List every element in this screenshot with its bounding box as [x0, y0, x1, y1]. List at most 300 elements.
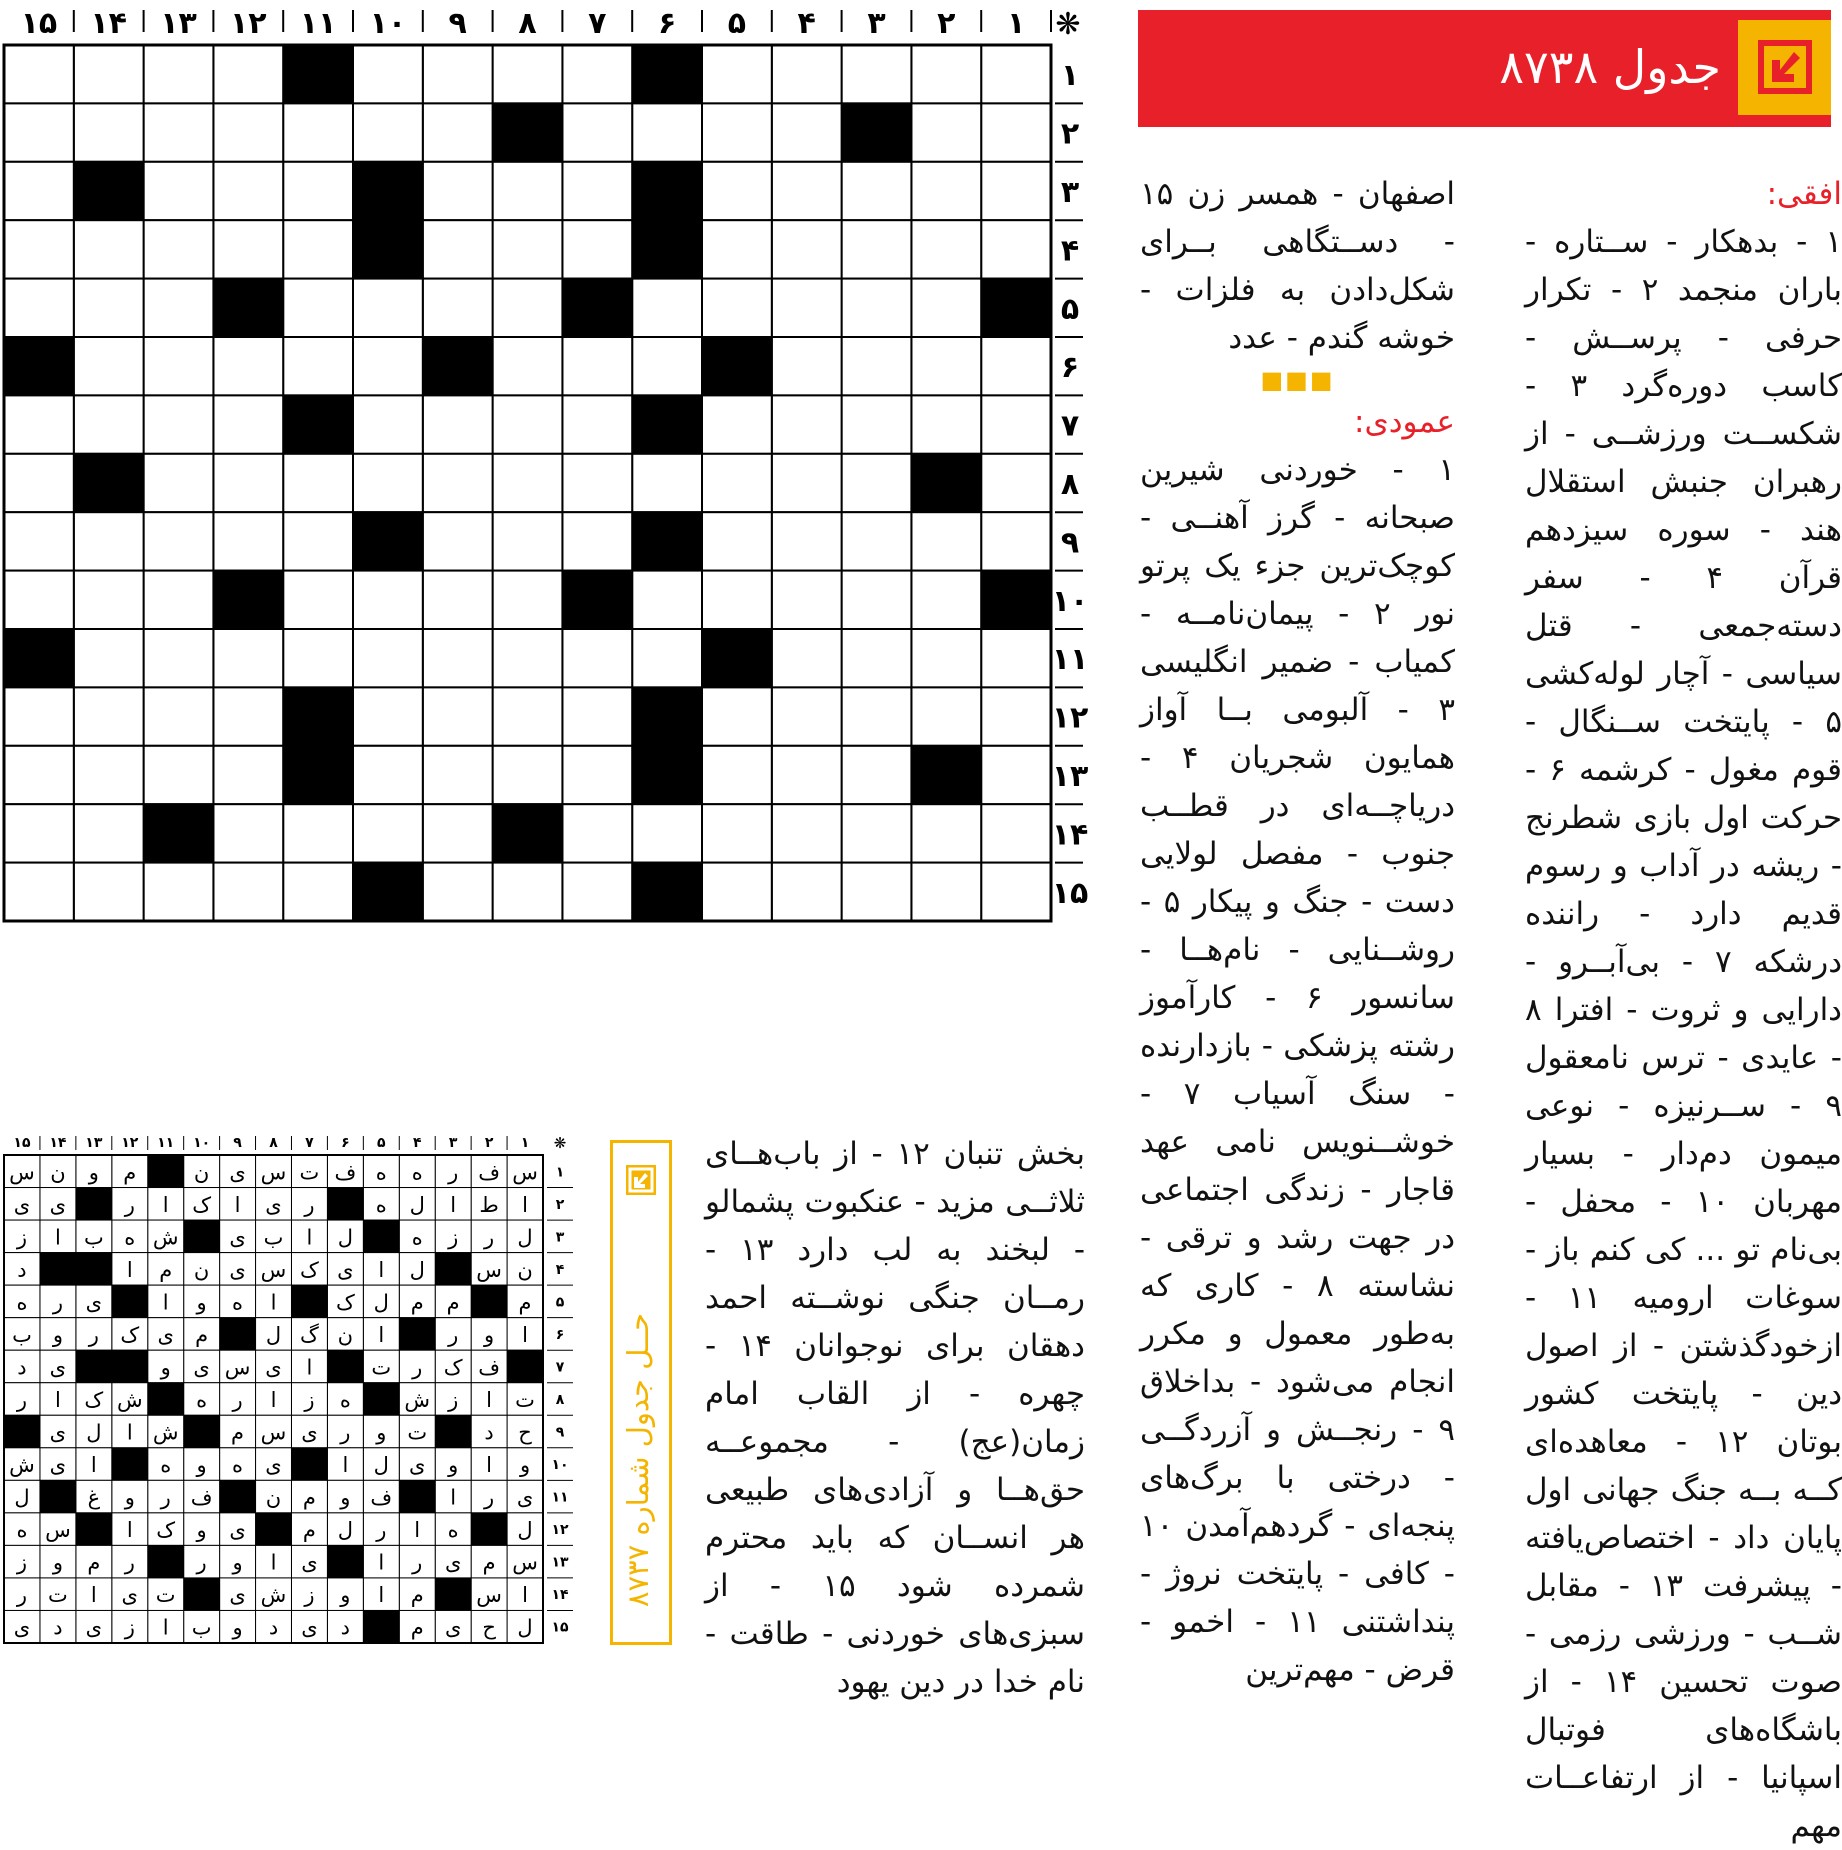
- grid-cell[interactable]: [493, 571, 563, 629]
- column-number: ۱۲: [229, 6, 267, 41]
- grid-cell[interactable]: [353, 337, 423, 395]
- solution-letter: ی: [229, 1583, 246, 1608]
- solution-letter: ی: [265, 1192, 282, 1217]
- grid-cell[interactable]: [842, 220, 912, 278]
- grid-cell[interactable]: [632, 279, 702, 337]
- solution-black-cell: [291, 1285, 327, 1318]
- grid-cell[interactable]: [144, 45, 214, 103]
- grid-cell[interactable]: [74, 395, 144, 453]
- grid-cell[interactable]: [74, 804, 144, 862]
- grid-cell[interactable]: [4, 220, 74, 278]
- grid-cell[interactable]: [4, 45, 74, 103]
- grid-cell[interactable]: [423, 454, 493, 512]
- grid-cell[interactable]: [213, 220, 283, 278]
- black-cell: [74, 454, 144, 512]
- grid-cell[interactable]: [842, 863, 912, 921]
- solution-letter: ز: [448, 1225, 459, 1250]
- grid-cell[interactable]: [213, 337, 283, 395]
- solution-row-number: ۱: [555, 1164, 565, 1181]
- grid-cell[interactable]: [842, 512, 912, 570]
- grid-cell[interactable]: [772, 629, 842, 687]
- grid-cell[interactable]: [144, 279, 214, 337]
- solution-letter: ن: [517, 1257, 533, 1282]
- grid-cell[interactable]: [981, 395, 1051, 453]
- grid-cell[interactable]: [981, 45, 1051, 103]
- grid-cell[interactable]: [74, 863, 144, 921]
- grid-cell[interactable]: [842, 337, 912, 395]
- grid-cell[interactable]: [4, 571, 74, 629]
- grid-cell[interactable]: [423, 103, 493, 161]
- grid-cell[interactable]: [493, 687, 563, 745]
- grid-cell[interactable]: [74, 512, 144, 570]
- grid-cell[interactable]: [74, 746, 144, 804]
- grid-cell[interactable]: [423, 687, 493, 745]
- grid-cell[interactable]: [562, 804, 632, 862]
- grid-cell[interactable]: [842, 45, 912, 103]
- grid-cell[interactable]: [4, 103, 74, 161]
- grid-cell[interactable]: [632, 804, 702, 862]
- solution-letter: ف: [478, 1355, 500, 1380]
- grid-cell[interactable]: [981, 629, 1051, 687]
- grid-cell[interactable]: [981, 512, 1051, 570]
- grid-cell[interactable]: [702, 220, 772, 278]
- solution-letter: ت: [407, 1420, 428, 1445]
- grid-cell[interactable]: [353, 395, 423, 453]
- grid-cell[interactable]: [772, 45, 842, 103]
- grid-cell[interactable]: [562, 162, 632, 220]
- row-number: ۱۳: [1051, 759, 1089, 794]
- grid-cell[interactable]: [144, 687, 214, 745]
- solution-letter: س: [512, 1550, 538, 1575]
- grid-cell[interactable]: [493, 337, 563, 395]
- grid-cell[interactable]: [911, 45, 981, 103]
- solution-letter: ا: [126, 1518, 133, 1543]
- grid-cell[interactable]: [353, 454, 423, 512]
- solution-letter: ی: [301, 1615, 318, 1640]
- grid-cell[interactable]: [842, 804, 912, 862]
- solution-column-number: ۱۲: [121, 1135, 139, 1151]
- solution-letter: ر: [412, 1550, 423, 1575]
- grid-cell[interactable]: [981, 746, 1051, 804]
- solution-letter: ه: [339, 1388, 351, 1412]
- grid-cell[interactable]: [144, 103, 214, 161]
- solution-letter: ت: [155, 1583, 176, 1608]
- grid-cell[interactable]: [911, 687, 981, 745]
- grid-cell[interactable]: [562, 454, 632, 512]
- grid-cell[interactable]: [911, 863, 981, 921]
- solution-row-number: ۷: [555, 1359, 565, 1376]
- solution-column-number: ۱۴: [49, 1135, 67, 1151]
- grid-cell[interactable]: [911, 337, 981, 395]
- grid-cell[interactable]: [702, 454, 772, 512]
- solution-corner-symbol: ❋: [553, 1134, 567, 1152]
- solution-letter: م: [87, 1550, 101, 1575]
- solution-logo-icon: [626, 1165, 656, 1195]
- grid-cell[interactable]: [74, 279, 144, 337]
- grid-cell[interactable]: [353, 746, 423, 804]
- grid-cell[interactable]: [981, 103, 1051, 161]
- grid-cell[interactable]: [493, 629, 563, 687]
- solution-black-cell: [184, 1220, 220, 1253]
- grid-cell[interactable]: [702, 45, 772, 103]
- solution-letter: م: [482, 1550, 496, 1575]
- grid-cell[interactable]: [144, 629, 214, 687]
- grid-cell[interactable]: [213, 45, 283, 103]
- solution-letter: ی: [444, 1550, 462, 1575]
- across-clues: ۱ - بدهکار - ســتاره - باران منجمد ۲ - تکرار حرفی - پرســش - کاسب دوره‌گرد ۳ - شکســت ورزشــی - از رهبران جنبش استقلال هند - سوره سیزدهم قرآن ۴ - سفر دسته‌جمعی - قتل سیاسی - آچار لوله‌کشی ۵ - پایتخت ســنگال - قوم مغول - کرشمه ۶ - حرکت اول بازی شطرنج - ریشه در آداب و رسوم قدیم دارد - راننده درشکه ۷ - بی‌آبــرو - دارایی و ثروت - افترا ۸ - عایدی - ترس نامعقول ۹ - ســرنیزه - نوعی میمون دم‌دار - بسیار مهربان ۱۰ - محفل - بی‌نام تو ... کی کنم باز - سوغات ارومیه ۱۱ - ازخودگذشتن - از اصول دین - پایتخت کشور بوتان ۱۲ - معاهده‌ای کــه بــه جنگ جهانی اول پایان داد - اختصاص‌یافته - پیشرفت ۱۳ - مقابل شــب - ورزشی رزمی - صوت تحسین ۱۴ - از باشگاه‌های فوتبال اسپانیا - از ارتفاعــات مهم: [1525, 224, 1842, 1844]
- grid-cell[interactable]: [283, 863, 353, 921]
- black-cell: [353, 863, 423, 921]
- grid-cell[interactable]: [702, 103, 772, 161]
- grid-cell[interactable]: [772, 746, 842, 804]
- grid-cell[interactable]: [4, 746, 74, 804]
- grid-cell[interactable]: [423, 571, 493, 629]
- black-cell: [423, 337, 493, 395]
- grid-cell[interactable]: [772, 395, 842, 453]
- grid-cell[interactable]: [562, 45, 632, 103]
- grid-cell[interactable]: [493, 45, 563, 103]
- solution-letter: ا: [522, 1583, 528, 1608]
- grid-cell[interactable]: [562, 687, 632, 745]
- grid-cell[interactable]: [981, 687, 1051, 745]
- down-clues: ۱ - خوردنی شیرین صبحانه - گرز آهنــی - کوچک‌ترین جزء یک پرتو نور ۲ - پیمان‌نامــه - کمیاب - ضمیر انگلیسی ۳ - آلبومی بــا آواز همایون شجریان ۴ - دریاچــه‌ای در قطــب جنوب - مفصل لولایی دست - جنگ و پیکار ۵ - روشــنایی - نام‌هــا - سانسور ۶ - کارآموز رشته پزشکی - بازدارنده - سنگ آسیاب ۷ - خوشــنویس نامی عهد قاجار - زندگی اجتماعی در جهت رشد و ترقی - نشاسته ۸ - کاری که به‌طور معمول و مکرر انجام می‌شود - بداخلاق ۹ - رنجــش و آزردگــی - درختی با برگ‌های پنجه‌ای - گردهم‌آمدن ۱۰ - کافی - پایتخت نروژ - پنداشتنی ۱۱ - اخمو - قرض - مهم‌ترین: [1140, 452, 1455, 1688]
- grid-cell[interactable]: [4, 454, 74, 512]
- grid-cell[interactable]: [144, 220, 214, 278]
- grid-cell[interactable]: [423, 629, 493, 687]
- solution-black-cell: [76, 1350, 112, 1383]
- grid-cell[interactable]: [772, 571, 842, 629]
- solution-letter: ت: [515, 1388, 535, 1412]
- grid-cell[interactable]: [4, 804, 74, 862]
- grid-cell[interactable]: [74, 687, 144, 745]
- solution-letter: ی: [265, 1453, 282, 1478]
- grid-cell[interactable]: [144, 162, 214, 220]
- grid-cell[interactable]: [353, 279, 423, 337]
- grid-cell[interactable]: [213, 687, 283, 745]
- grid-cell[interactable]: [213, 512, 283, 570]
- grid-cell[interactable]: [423, 220, 493, 278]
- grid-cell[interactable]: [144, 746, 214, 804]
- grid-cell[interactable]: [353, 103, 423, 161]
- solution-letter: ا: [270, 1388, 277, 1412]
- solution-letter: ی: [49, 1453, 67, 1478]
- grid-cell[interactable]: [702, 571, 772, 629]
- grid-cell[interactable]: [423, 512, 493, 570]
- column-number: ۴: [797, 6, 816, 41]
- solution-letter: ه: [196, 1388, 208, 1412]
- grid-cell[interactable]: [283, 512, 353, 570]
- grid-cell[interactable]: [144, 571, 214, 629]
- solution-column-number: ۱: [520, 1135, 530, 1151]
- grid-cell[interactable]: [283, 337, 353, 395]
- grid-cell[interactable]: [981, 804, 1051, 862]
- solution-letter: ب: [12, 1322, 32, 1347]
- column-number: ۹: [448, 6, 467, 41]
- grid-cell[interactable]: [842, 279, 912, 337]
- grid-cell[interactable]: [493, 746, 563, 804]
- grid-cell[interactable]: [144, 454, 214, 512]
- solution-letter: و: [484, 1322, 495, 1347]
- solution-black-cell: [76, 1253, 112, 1286]
- grid-cell[interactable]: [842, 629, 912, 687]
- grid-cell[interactable]: [213, 629, 283, 687]
- grid-cell[interactable]: [562, 746, 632, 804]
- grid-cell[interactable]: [213, 162, 283, 220]
- grid-cell[interactable]: [702, 395, 772, 453]
- solution-row-number: ۳: [555, 1229, 565, 1246]
- grid-cell[interactable]: [911, 804, 981, 862]
- grid-cell[interactable]: [772, 103, 842, 161]
- solution-letter: ا: [486, 1388, 493, 1412]
- grid-cell[interactable]: [283, 629, 353, 687]
- grid-cell[interactable]: [911, 512, 981, 570]
- grid-cell[interactable]: [632, 454, 702, 512]
- solution-column-number: ۶: [341, 1135, 350, 1151]
- grid-cell[interactable]: [74, 45, 144, 103]
- grid-cell[interactable]: [632, 571, 702, 629]
- solution-letter: ی: [301, 1420, 318, 1445]
- row-number: ۶: [1060, 350, 1080, 386]
- grid-cell[interactable]: [911, 103, 981, 161]
- grid-cell[interactable]: [632, 103, 702, 161]
- solution-row-number: ۱۳: [551, 1554, 569, 1571]
- grid-cell[interactable]: [213, 804, 283, 862]
- grid-cell[interactable]: [74, 337, 144, 395]
- grid-cell[interactable]: [144, 512, 214, 570]
- solution-letter: ف: [334, 1160, 357, 1185]
- black-cell: [702, 337, 772, 395]
- grid-cell[interactable]: [981, 220, 1051, 278]
- solution-letter: ا: [270, 1550, 277, 1575]
- grid-cell[interactable]: [4, 687, 74, 745]
- grid-cell[interactable]: [562, 629, 632, 687]
- grid-cell[interactable]: [353, 629, 423, 687]
- grid-cell[interactable]: [213, 454, 283, 512]
- puzzle-title: جدول ۸۷۳۸: [1499, 40, 1721, 94]
- grid-cell[interactable]: [423, 863, 493, 921]
- solution-letter: ی: [409, 1453, 426, 1478]
- grid-cell[interactable]: [772, 162, 842, 220]
- grid-cell[interactable]: [702, 687, 772, 745]
- grid-cell[interactable]: [842, 162, 912, 220]
- grid-cell[interactable]: [144, 863, 214, 921]
- grid-cell[interactable]: [911, 279, 981, 337]
- solution-letter: ی: [229, 1225, 246, 1250]
- solution-letter: ی: [444, 1615, 462, 1640]
- grid-cell[interactable]: [74, 220, 144, 278]
- logo: [1738, 20, 1831, 115]
- solution-letter: س: [476, 1257, 502, 1282]
- grid-cell[interactable]: [772, 337, 842, 395]
- solution-letter: م: [446, 1290, 460, 1315]
- solution-black-cell: [76, 1188, 112, 1221]
- grid-cell[interactable]: [632, 337, 702, 395]
- black-cell: [911, 746, 981, 804]
- solution-letter: گ: [300, 1322, 319, 1347]
- grid-cell[interactable]: [562, 512, 632, 570]
- grid-cell[interactable]: [911, 162, 981, 220]
- grid-cell[interactable]: [283, 162, 353, 220]
- solution-letter: و: [196, 1453, 207, 1478]
- grid-cell[interactable]: [702, 162, 772, 220]
- grid-cell[interactable]: [493, 512, 563, 570]
- grid-cell[interactable]: [74, 103, 144, 161]
- solution-letter: س: [476, 1583, 502, 1608]
- grid-cell[interactable]: [493, 220, 563, 278]
- grid-cell[interactable]: [213, 863, 283, 921]
- grid-cell[interactable]: [772, 863, 842, 921]
- grid-cell[interactable]: [702, 863, 772, 921]
- solution-letter: ط: [479, 1192, 499, 1217]
- grid-cell[interactable]: [423, 162, 493, 220]
- grid-cell[interactable]: [144, 337, 214, 395]
- black-cell: [632, 162, 702, 220]
- grid-cell[interactable]: [772, 804, 842, 862]
- solution-column-number: ۴: [412, 1135, 422, 1151]
- solution-row-number: ۱۵: [551, 1619, 569, 1636]
- grid-cell[interactable]: [353, 804, 423, 862]
- grid-cell[interactable]: [423, 804, 493, 862]
- grid-cell[interactable]: [911, 395, 981, 453]
- grid-cell[interactable]: [493, 454, 563, 512]
- grid-cell[interactable]: [493, 162, 563, 220]
- solution-letter: ی: [121, 1583, 138, 1608]
- grid-cell[interactable]: [423, 746, 493, 804]
- solution-column-number: ۱۱: [157, 1135, 175, 1151]
- grid-cell[interactable]: [283, 571, 353, 629]
- solution-black-cell: [507, 1350, 543, 1383]
- grid-cell[interactable]: [213, 746, 283, 804]
- grid-cell[interactable]: [911, 571, 981, 629]
- solution-black-cell: [148, 1155, 184, 1188]
- black-cell: [4, 629, 74, 687]
- grid-cell[interactable]: [562, 220, 632, 278]
- grid-cell[interactable]: [493, 395, 563, 453]
- grid-cell[interactable]: [562, 337, 632, 395]
- grid-cell[interactable]: [283, 804, 353, 862]
- grid-cell[interactable]: [144, 395, 214, 453]
- grid-cell[interactable]: [702, 279, 772, 337]
- solution-letter: ک: [300, 1257, 319, 1282]
- grid-cell[interactable]: [772, 687, 842, 745]
- grid-cell[interactable]: [842, 571, 912, 629]
- solution-black-cell: [184, 1415, 220, 1448]
- solution-letter: ر: [304, 1192, 315, 1217]
- column-number: ۱۳: [160, 6, 197, 41]
- solution-letter: ا: [378, 1257, 385, 1282]
- solution-letter: ی: [301, 1550, 318, 1575]
- grid-cell[interactable]: [562, 103, 632, 161]
- grid-cell[interactable]: [702, 804, 772, 862]
- grid-cell[interactable]: [493, 863, 563, 921]
- black-cell: [632, 45, 702, 103]
- solution-letter: ت: [371, 1355, 392, 1380]
- grid-cell[interactable]: [353, 45, 423, 103]
- black-cell: [144, 804, 214, 862]
- solution-column-number: ۳: [448, 1135, 458, 1151]
- black-cell: [4, 337, 74, 395]
- solution-letter: ز: [16, 1225, 28, 1250]
- grid-cell[interactable]: [981, 162, 1051, 220]
- grid-cell[interactable]: [4, 279, 74, 337]
- solution-letter: د: [484, 1420, 494, 1445]
- grid-cell[interactable]: [4, 162, 74, 220]
- solution-letter: ا: [90, 1583, 97, 1608]
- grid-cell[interactable]: [74, 571, 144, 629]
- solution-letter: ک: [192, 1192, 212, 1217]
- grid-cell[interactable]: [911, 220, 981, 278]
- solution-letter: ا: [54, 1225, 61, 1250]
- solution-letter: ن: [337, 1322, 354, 1347]
- grid-cell[interactable]: [702, 746, 772, 804]
- grid-cell[interactable]: [283, 454, 353, 512]
- grid-cell[interactable]: [4, 863, 74, 921]
- grid-cell[interactable]: [4, 512, 74, 570]
- solution-letter: ر: [484, 1485, 495, 1510]
- grid-cell[interactable]: [772, 220, 842, 278]
- black-cell: [562, 571, 632, 629]
- solution-letter: ا: [126, 1420, 133, 1445]
- solution-letter: ه: [447, 1518, 459, 1543]
- grid-cell[interactable]: [772, 512, 842, 570]
- solution-letter: ب: [263, 1225, 284, 1250]
- solution-letter: ا: [378, 1583, 385, 1608]
- solution-letter: ی: [157, 1322, 174, 1347]
- grid-cell[interactable]: [213, 103, 283, 161]
- grid-cell[interactable]: [772, 454, 842, 512]
- grid-cell[interactable]: [562, 863, 632, 921]
- grid-cell[interactable]: [283, 279, 353, 337]
- black-cell: [632, 512, 702, 570]
- grid-cell[interactable]: [562, 395, 632, 453]
- grid-cell[interactable]: [423, 45, 493, 103]
- grid-cell[interactable]: [842, 395, 912, 453]
- grid-cell[interactable]: [911, 629, 981, 687]
- grid-cell[interactable]: [981, 337, 1051, 395]
- solution-letter: ح: [518, 1420, 532, 1445]
- grid-cell[interactable]: [981, 863, 1051, 921]
- grid-cell[interactable]: [842, 454, 912, 512]
- solution-letter: س: [512, 1160, 538, 1185]
- solution-letter: ا: [450, 1192, 457, 1217]
- grid-cell[interactable]: [283, 103, 353, 161]
- solution-letter: ک: [443, 1355, 463, 1380]
- grid-cell[interactable]: [213, 395, 283, 453]
- solution-letter: ر: [196, 1550, 207, 1575]
- grid-cell[interactable]: [74, 629, 144, 687]
- grid-cell[interactable]: [981, 454, 1051, 512]
- grid-cell[interactable]: [353, 571, 423, 629]
- solution-black-cell: [363, 1383, 399, 1416]
- grid-cell[interactable]: [702, 512, 772, 570]
- grid-cell[interactable]: [842, 746, 912, 804]
- grid-cell[interactable]: [842, 687, 912, 745]
- solution-letter: ی: [49, 1355, 67, 1380]
- grid-cell[interactable]: [283, 220, 353, 278]
- solution-row-number: ۱۲: [551, 1522, 569, 1539]
- grid-cell[interactable]: [493, 279, 563, 337]
- grid-cell[interactable]: [772, 279, 842, 337]
- grid-cell[interactable]: [423, 279, 493, 337]
- solution-letter: ی: [85, 1615, 103, 1640]
- grid-cell[interactable]: [4, 395, 74, 453]
- grid-cell[interactable]: [423, 395, 493, 453]
- grid-cell[interactable]: [353, 687, 423, 745]
- solution-letter: ف: [190, 1485, 213, 1510]
- black-cell: [911, 454, 981, 512]
- solution-letter: ف: [478, 1160, 500, 1185]
- grid-cell[interactable]: [632, 629, 702, 687]
